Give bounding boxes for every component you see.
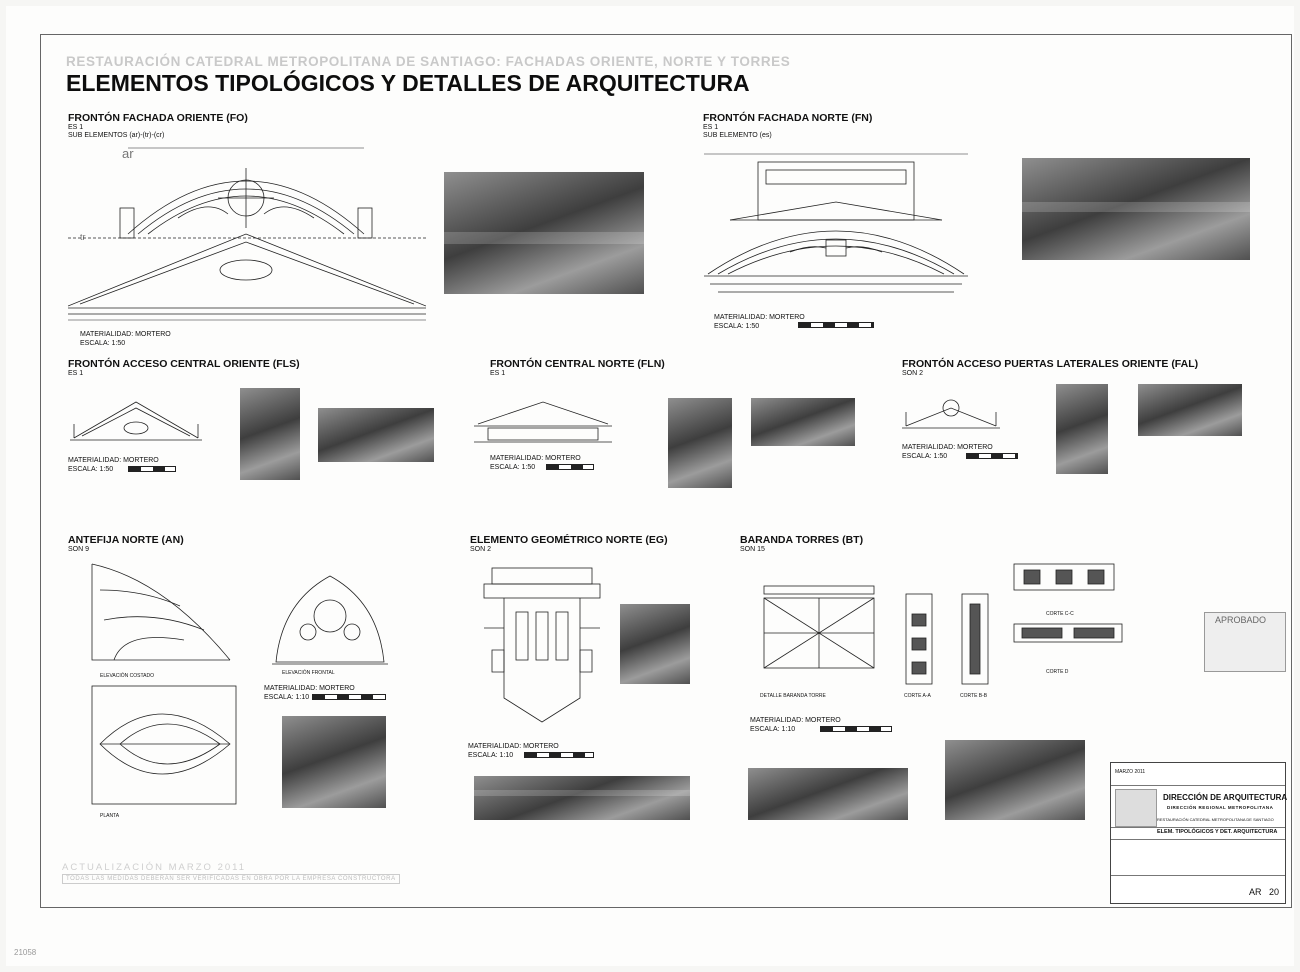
- section-fo-title: FRONTÓN FACHADA ORIENTE (FO): [68, 112, 248, 124]
- section-fln-sub1: ES 1: [490, 370, 506, 377]
- fo-elevation-drawing: [68, 138, 426, 324]
- fn-scale-bar: [798, 322, 874, 328]
- tb-org: DIRECCIÓN DE ARQUITECTURA: [1163, 793, 1288, 802]
- section-fls-title: FRONTÓN ACCESO CENTRAL ORIENTE (FLS): [68, 358, 300, 370]
- section-fo-sub2: SUB ELEMENTOS (ar)-(tr)-(cr): [68, 132, 165, 139]
- eg-photo-detail: [620, 604, 690, 684]
- bt-label-cc: CORTE C-C: [1046, 611, 1074, 617]
- sheet-title: ELEMENTOS TIPOLÓGICOS Y DETALLES DE ARQUITECTURA: [66, 70, 750, 96]
- fls-scale-bar: [128, 466, 176, 472]
- an-side-elevation-drawing: [84, 560, 234, 670]
- fal-photo-door: [1056, 384, 1108, 474]
- section-fln-title: FRONTÓN CENTRAL NORTE (FLN): [490, 358, 665, 370]
- fal-material-note: MATERIALIDAD: MORTERO: [902, 444, 993, 451]
- fls-photo-pediment: [318, 408, 434, 462]
- section-an-title: ANTEFIJA NORTE (AN): [68, 534, 184, 546]
- section-fal-sub1: SON 2: [902, 370, 924, 377]
- tb-date: MARZO 2011: [1115, 769, 1146, 775]
- section-fls-sub1: ES 1: [68, 370, 84, 377]
- an-label-frontal: ELEVACIÓN FRONTAL: [282, 670, 335, 676]
- fo-material-note: MATERIALIDAD: MORTERO: [80, 331, 171, 338]
- bt-photo-panel: [945, 740, 1085, 820]
- tb-org-sub: DIRECCIÓN REGIONAL METROPOLITANA: [1167, 805, 1274, 810]
- fls-elevation-drawing: [66, 396, 206, 448]
- section-fal-header: [902, 358, 1198, 378]
- section-fal-title: FRONTÓN ACCESO PUERTAS LATERALES ORIENTE (FAL): [902, 358, 1199, 370]
- fo-photo: [444, 172, 644, 294]
- fo-tag-ar: ar: [122, 146, 134, 161]
- section-fn-title: FRONTÓN FACHADA NORTE (FN): [703, 112, 873, 124]
- tb-project: RESTAURACIÓN CATEDRAL METROPOLITANA DE SANTIAGO: [1157, 817, 1274, 822]
- eg-elevation-drawing: [476, 560, 608, 726]
- fls-material-note: MATERIALIDAD: MORTERO: [68, 457, 159, 464]
- tb-logo: [1115, 789, 1157, 827]
- fal-scale-note: ESCALA: 1:50: [902, 453, 948, 460]
- fls-photo-door: [240, 388, 300, 480]
- bt-material-note: MATERIALIDAD: MORTERO: [750, 717, 841, 724]
- an-label-planta: PLANTA: [100, 813, 120, 819]
- fln-elevation-drawing: [468, 394, 618, 450]
- section-fn-sub2: SUB ELEMENTO (es): [703, 132, 772, 139]
- section-fln-header: [490, 358, 665, 378]
- bt-label-detalle: DETALLE BARANDA TORRE: [760, 693, 826, 699]
- section-fn-sub1: ES 1: [703, 124, 719, 131]
- bt-section-aa-drawing: [902, 578, 936, 688]
- project-title: RESTAURACIÓN CATEDRAL METROPOLITANA DE SANTIAGO: FACHADAS ORIENTE, NORTE Y TORRES: [66, 54, 791, 69]
- an-scale-note: ESCALA: 1:10: [264, 694, 310, 701]
- footer-notice: TODAS LAS MEDIDAS DEBERÁN SER VERIFICADAS EN OBRA POR LA EMPRESA CONSTRUCTORA: [62, 874, 400, 884]
- tb-sheet-code: AR: [1249, 887, 1262, 897]
- bt-scale-note: ESCALA: 1:10: [750, 726, 796, 733]
- fln-scale-bar: [546, 464, 594, 470]
- fln-scale-note: ESCALA: 1:50: [490, 464, 536, 471]
- fn-photo: [1022, 158, 1250, 260]
- fn-scale-note: ESCALA: 1:50: [714, 323, 760, 330]
- bt-section-d-drawing: [1012, 620, 1124, 650]
- title-block: [1110, 762, 1286, 904]
- fln-material-note: MATERIALIDAD: MORTERO: [490, 455, 581, 462]
- bt-label-bb: CORTE B-B: [960, 693, 988, 699]
- fal-scale-bar: [966, 453, 1018, 459]
- bt-label-dd: CORTE D: [1046, 669, 1069, 675]
- tb-sheet-name: ELEM. TIPOLÓGICOS Y DET. ARQUITECTURA: [1157, 829, 1278, 835]
- fln-photo-pediment: [751, 398, 855, 446]
- fal-photo-pediment: [1138, 384, 1242, 436]
- section-fn-header: [703, 112, 872, 140]
- bt-label-aa: CORTE A-A: [904, 693, 931, 699]
- section-bt-title: BARANDA TORRES (BT): [740, 534, 864, 546]
- fo-tag-tr: tr: [80, 232, 86, 242]
- approval-stamp-text: APROBADO: [1215, 615, 1267, 625]
- fn-material-note: MATERIALIDAD: MORTERO: [714, 314, 805, 321]
- fn-elevation-drawing: [700, 148, 972, 308]
- an-plan-drawing: [90, 684, 238, 806]
- bt-section-bb-drawing: [958, 578, 992, 688]
- bt-section-cc-drawing: [1012, 560, 1116, 600]
- fls-scale-note: ESCALA: 1:50: [68, 466, 114, 473]
- an-front-elevation-drawing: [268, 572, 392, 670]
- approval-stamp: [1204, 612, 1286, 672]
- section-eg-header: [470, 534, 668, 554]
- section-fo-header: [68, 112, 248, 140]
- section-bt-header: [740, 534, 863, 554]
- footer-update: ACTUALIZACIÓN MARZO 2011: [62, 862, 247, 873]
- section-eg-sub1: SON 2: [470, 546, 492, 553]
- eg-material-note: MATERIALIDAD: MORTERO: [468, 743, 559, 750]
- section-fo-sub1: ES 1: [68, 124, 84, 131]
- fo-scale-note: ESCALA: 1:50: [80, 340, 126, 347]
- bt-detail-drawing: [748, 580, 884, 684]
- section-eg-title: ELEMENTO GEOMÉTRICO NORTE (EG): [470, 534, 668, 546]
- eg-scale-note: ESCALA: 1:10: [468, 752, 514, 759]
- page-mark: 21058: [14, 948, 37, 957]
- section-an-sub1: SON 9: [68, 546, 90, 553]
- section-fls-header: [68, 358, 300, 378]
- an-scale-bar: [312, 694, 386, 700]
- fln-photo-door: [668, 398, 732, 488]
- section-bt-sub1: SON 15: [740, 546, 765, 553]
- tb-sheet-number: 20: [1269, 887, 1280, 897]
- eg-scale-bar: [524, 752, 594, 758]
- bt-scale-bar: [820, 726, 892, 732]
- bt-photo-balustrade: [748, 768, 908, 820]
- section-an-header: [68, 534, 184, 554]
- an-material-note: MATERIALIDAD: MORTERO: [264, 685, 355, 692]
- an-label-costado: ELEVACIÓN COSTADO: [100, 673, 154, 679]
- fal-elevation-drawing: [896, 394, 1006, 436]
- an-photo: [282, 716, 386, 808]
- eg-photo-cornice: [474, 776, 690, 820]
